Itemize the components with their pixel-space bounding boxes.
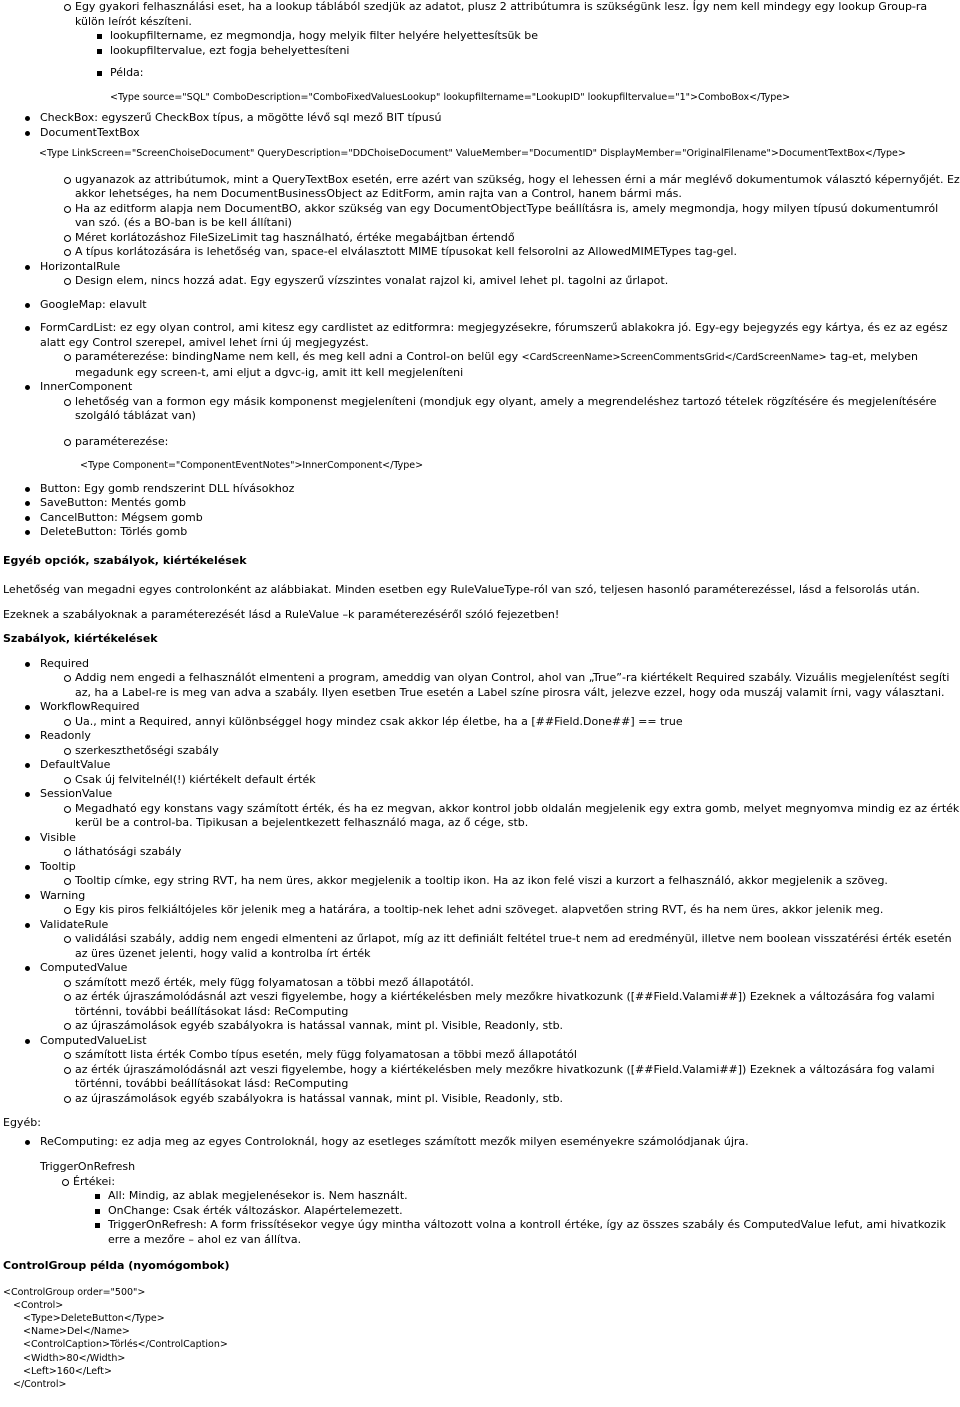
rule-detail — [40, 1092, 960, 1107]
rule-detail-text: az érték újraszámolódásnál azt veszi figyelembe, hogy a kiértékelésben mely mezőkre hivatkozunk ([##Field.Valami##]) Ezeknek a változására fog valami történni, további beállításokat lásd: ReComputing — [75, 1062, 935, 1090]
rule-name: Required — [40, 656, 89, 670]
item-text: InnerComponent — [40, 380, 133, 393]
rule-name: WorkflowRequired — [40, 700, 140, 713]
rule-detail-text: szerkeszthetőségi szabály — [75, 743, 219, 757]
rule-name: Visible — [40, 830, 76, 844]
rule-detail — [40, 845, 960, 860]
list-item — [40, 0, 960, 105]
code-line: <ControlGroup order="500"> — [3, 1286, 146, 1298]
rule-detail-text: az érték újraszámolódásnál azt veszi figyelembe, hogy a kiértékelésben mely mezőkre hivatkozunk ([##Field.Valami##]) Ezeknek a változására fog valami történni, további beállításokat lásd: ReComputing — [75, 990, 935, 1018]
trigger-title: TriggerOnRefresh — [40, 1160, 136, 1173]
section-heading: ControlGroup példa (nyomógombok) — [3, 1259, 230, 1272]
paragraph: Lehetőség van megadni egyes controlonként az alábbiakat. Minden esetben egy RuleValueType-ról van szó, teljesen hasonló paraméterezéssel, lásd a felsorolás után. — [3, 583, 920, 596]
list-item — [40, 245, 960, 260]
item-text: ugyanazok az attribútumok, mint a QueryTextBox esetén, erre azért van szükség, hogy el lehessen érni a már meglévő dokumentumok választó képernyőjét. Ez akkor lehetséges, ha nem DocumentBusinessObject az EditForm, amin rajta van a Control, hanem bármi más. — [75, 172, 960, 200]
item-text: lehetőség van a formon egy másik komponenst megjeleníteni (mondjuk egy olyant, amely a megrendeléshez tartozó tételek rögzítésére és megjelenítésére szolgáló táblázat van) — [75, 394, 937, 422]
paragraph: Ezeknek a szabályoknak a paraméterezését lásd a RuleValue –k paraméterezéséről szóló fejezetben! — [3, 607, 560, 621]
list-item — [75, 44, 960, 59]
code-block — [3, 1286, 960, 1392]
item-text: CancelButton: Mégsem gomb — [40, 510, 203, 524]
list-item — [73, 1218, 960, 1247]
item-text: TriggerOnRefresh: A form frissítésekor vegye úgy mintha változott volna a kontroll értéke, így az összes szabály és ComputedValue lefut, ami hivatkozik erre a mezőre – ahol ez van állítva. — [108, 1218, 946, 1246]
rule-detail-text: Egy kis piros felkiáltójeles kör jelenik meg a határára, a tooltip-nek lehet adni szöveget. alapvetően string RVT, és ha nem üres, akkor jelenik meg. — [75, 903, 884, 916]
rule-detail — [40, 874, 960, 889]
item-text: Méret korlátozáshoz FileSizeLimit tag használható, értéke megabájtban értendő — [75, 230, 515, 244]
list-item-documenttextbox — [3, 126, 960, 260]
rule-item — [3, 918, 960, 962]
list-item-top — [3, 0, 960, 105]
rule-detail-text: az újraszámolások egyéb szabályokra is hatással vannak, mint pl. Visible, Readonly, stb. — [75, 1019, 564, 1032]
rule-name: ComputedValueList — [40, 1033, 147, 1047]
list-recomputing — [3, 1135, 960, 1248]
rule-detail — [40, 715, 960, 730]
item-text: Design elem, nincs hozzá adat. Egy egyszerű vízszintes vonalat rajzol ki, amivel lehet pl. tagolni az űrlapot. — [75, 274, 669, 287]
list-item — [40, 173, 960, 202]
rule-item — [3, 1034, 960, 1107]
rule-detail-text: számított mező érték, mely függ folyamatosan a többi mező állapotától. — [75, 975, 474, 989]
rule-detail — [40, 932, 960, 961]
code-line: <ControlCaption>Törlés</ControlCaption> — [23, 1339, 228, 1351]
list-top — [3, 0, 960, 540]
code-line: <Left>160</Left> — [23, 1365, 112, 1377]
rule-detail-text: Megadható egy konstans vagy számított érték, és ha ez megvan, akkor kontrol jobb oldalán megjelenik egy extra gomb, melyet megnyomva mindig ez az érték kerül be a control-ba. Tipikusan a bejelentkezett felhasználó maga, az ő cége, stb. — [75, 801, 960, 829]
rule-detail — [40, 1048, 960, 1063]
list-item — [40, 274, 960, 289]
list-item-innercomponent — [3, 380, 960, 474]
list-item — [73, 1189, 960, 1204]
item-text: Példa: — [110, 66, 144, 79]
rule-item — [3, 700, 960, 729]
list-item-googlemap — [3, 298, 960, 313]
item-text: DeleteButton: Törlés gomb — [40, 525, 188, 538]
item-text: Értékei: — [73, 1174, 116, 1188]
list-item — [73, 1204, 960, 1219]
code-line: <Name>Del</Name> — [23, 1326, 130, 1338]
list-item-button — [3, 482, 960, 497]
item-text: paraméterezése: — [75, 434, 169, 448]
item-text: CheckBox: egyszerű CheckBox típus, a mögötte lévő sql mező BIT típusú — [40, 111, 442, 124]
rule-item — [3, 729, 960, 758]
list-item — [40, 435, 960, 474]
list-item — [38, 1175, 960, 1248]
rule-item — [3, 889, 960, 918]
rule-detail-text: láthatósági szabály — [75, 845, 182, 858]
item-text: tag-et, melyben megadunk egy screen-t, ami eljut a dgvc-ig, amit itt kell megjeleníteni — [75, 350, 918, 379]
list-item — [75, 29, 960, 44]
rule-detail — [40, 744, 960, 759]
list-item-recomputing — [3, 1135, 960, 1248]
list-item — [40, 231, 960, 246]
item-text: OnChange: Csak érték változáskor. Alapértelemezett. — [108, 1203, 403, 1217]
rule-detail — [40, 773, 960, 788]
list-item-checkbox — [3, 111, 960, 126]
list-item — [40, 350, 960, 380]
rule-detail-text: számított lista érték Combo típus esetén, mely függ folyamatosan a többi mező állapotától — [75, 1048, 577, 1061]
rule-detail — [40, 976, 960, 991]
rule-detail-text: Ua., mint a Required, annyi különbséggel hogy mindez csak akkor lép életbe, ha a [##Field.Done##] == true — [75, 714, 683, 728]
rule-item — [3, 831, 960, 860]
list-item-horizontalrule — [3, 260, 960, 289]
list-item — [75, 66, 960, 105]
list-item — [40, 202, 960, 231]
rule-detail-text: Csak új felvitelnél(!) kiértékelt default érték — [75, 772, 316, 786]
rule-detail-text: Tooltip címke, egy string RVT, ha nem üres, akkor megjelenik a tooltip ikon. Ha az ikon felé viszi a kurzort a felhasználó, akkor megjelenik a szöveg. — [75, 874, 888, 887]
item-text: SaveButton: Mentés gomb — [40, 496, 186, 509]
code-line: <Width>80</Width> — [23, 1352, 126, 1364]
rule-detail — [40, 671, 960, 700]
list-item-cancelbutton — [3, 511, 960, 526]
code-example: <Type source="SQL" ComboDescription="ComboFixedValuesLookup" lookupfiltername="LookupID" lookupfiltervalue="1">ComboBox</Type> — [110, 91, 791, 103]
rule-item — [3, 758, 960, 787]
rule-name: SessionValue — [40, 787, 113, 800]
code-line: </Control> — [13, 1378, 67, 1390]
rule-detail-text: Addig nem engedi a felhasználót elmenteni a program, ameddig van olyan Control, ahol van „True”-ra kiértékelt Required szabály. Vizuális megjelenítést segíti az, ha a Label-re is meg van adva a szabály. Ilyen esetben True esetén a Label színe pirosra vált, jelezve ezzel, hogy oda muszáj valamit írni, vagy választani. — [75, 671, 950, 699]
item-text: GoogleMap: elavult — [40, 297, 147, 311]
item-text: lookupfiltername, ez megmondja, hogy melyik filter helyére helyettesítsük be — [110, 29, 539, 42]
rule-item — [3, 961, 960, 1034]
item-text: lookupfiltervalue, ezt fogja behelyettesíteni — [110, 43, 350, 57]
rule-detail-text: az újraszámolások egyéb szabályokra is hatással vannak, mint pl. Visible, Readonly, stb. — [75, 1091, 564, 1105]
rule-detail — [40, 1019, 960, 1034]
item-text: HorizontalRule — [40, 259, 121, 273]
rule-detail-text: validálási szabály, addig nem engedi elmenteni az űrlapot, míg az itt definiált feltétel true-t nem ad eredményül, illetve nem boolean visszatérési érték esetén az üres üzenet jelenti, hogy valid a kontrolba írt érték — [75, 932, 952, 960]
rule-item — [3, 860, 960, 889]
item-text: paraméterezése: bindingName nem kell, és meg kell adni a Control-on belül egy — [75, 350, 522, 363]
rule-name: Warning — [40, 888, 86, 902]
inline-code: <CardScreenName>ScreenCommentsGrid</CardScreenName> — [521, 352, 827, 363]
list-item — [40, 395, 960, 424]
list-item-formcardlist — [3, 321, 960, 380]
rule-name: ValidateRule — [40, 917, 109, 931]
rule-item — [3, 657, 960, 701]
rule-detail — [40, 903, 960, 918]
code-line: <Type>DeleteButton</Type> — [23, 1312, 165, 1324]
item-text: Ha az editform alapja nem DocumentBO, akkor szükség van egy DocumentObjectType beállításra is, amely megmondja, hogy milyen típusú dokumentumról van szó. (és a BO-ban is be kell állítani) — [75, 201, 939, 229]
item-text: DocumentTextBox — [40, 125, 140, 139]
rule-detail — [40, 802, 960, 831]
rule-name: ComputedValue — [40, 961, 128, 974]
egyeb-label: Egyéb: — [3, 1116, 41, 1129]
item-text: Button: Egy gomb rendszerint DLL hívásokhoz — [40, 481, 295, 495]
rule-name: DefaultValue — [40, 758, 111, 771]
item-text: Egy gyakori felhasználási eset, ha a lookup táblából szedjük az adatot, plusz 2 attribútumra is szükségünk lesz. Így nem kell mindegy egy lookup Group-ra külön leírót készíteni. — [75, 0, 928, 28]
rule-item — [3, 787, 960, 831]
item-text: All: Mindig, az ablak megjelenésekor is. Nem használt. — [108, 1189, 408, 1202]
rule-detail — [40, 1063, 960, 1092]
list-item-savebutton — [3, 496, 960, 511]
item-text: FormCardList: ez egy olyan control, ami kitesz egy cardlistet az editformra: megjegyzésekre, fórumszerű ablakokra jó. Egy-egy bejegyzés egy kártya, és ez az egész alatt egy Control szerepel, amivel lehet írni új megjegyzést. — [40, 321, 948, 349]
item-text: ReComputing: ez adja meg az egyes Controloknál, hogy az esetleges számított mezők milyen eseményekre számolódjanak újra. — [40, 1134, 749, 1148]
section-heading: Egyéb opciók, szabályok, kiértékelések — [3, 553, 247, 567]
code-example: <Type LinkScreen="ScreenChoiseDocument" QueryDescription="DDChoiseDocument" ValueMember="DocumentID" DisplayMember="OriginalFilename">DocumentTextBox</Type> — [39, 148, 906, 159]
section-heading: Szabályok, kiértékelések — [3, 632, 158, 645]
code-line: <Control> — [13, 1299, 64, 1311]
rule-name: Readonly — [40, 729, 91, 742]
item-text: A típus korlátozására is lehetőség van, space-el elválasztott MIME típusokat kell felsorolni az AllowedMIMETypes tag-gel. — [75, 245, 737, 258]
code-example: <Type Component="ComponentEventNotes">InnerComponent</Type> — [80, 460, 424, 471]
list-item-deletebutton — [3, 525, 960, 540]
rule-detail — [40, 990, 960, 1019]
rules-list — [3, 657, 960, 1107]
rule-name: Tooltip — [40, 859, 76, 873]
